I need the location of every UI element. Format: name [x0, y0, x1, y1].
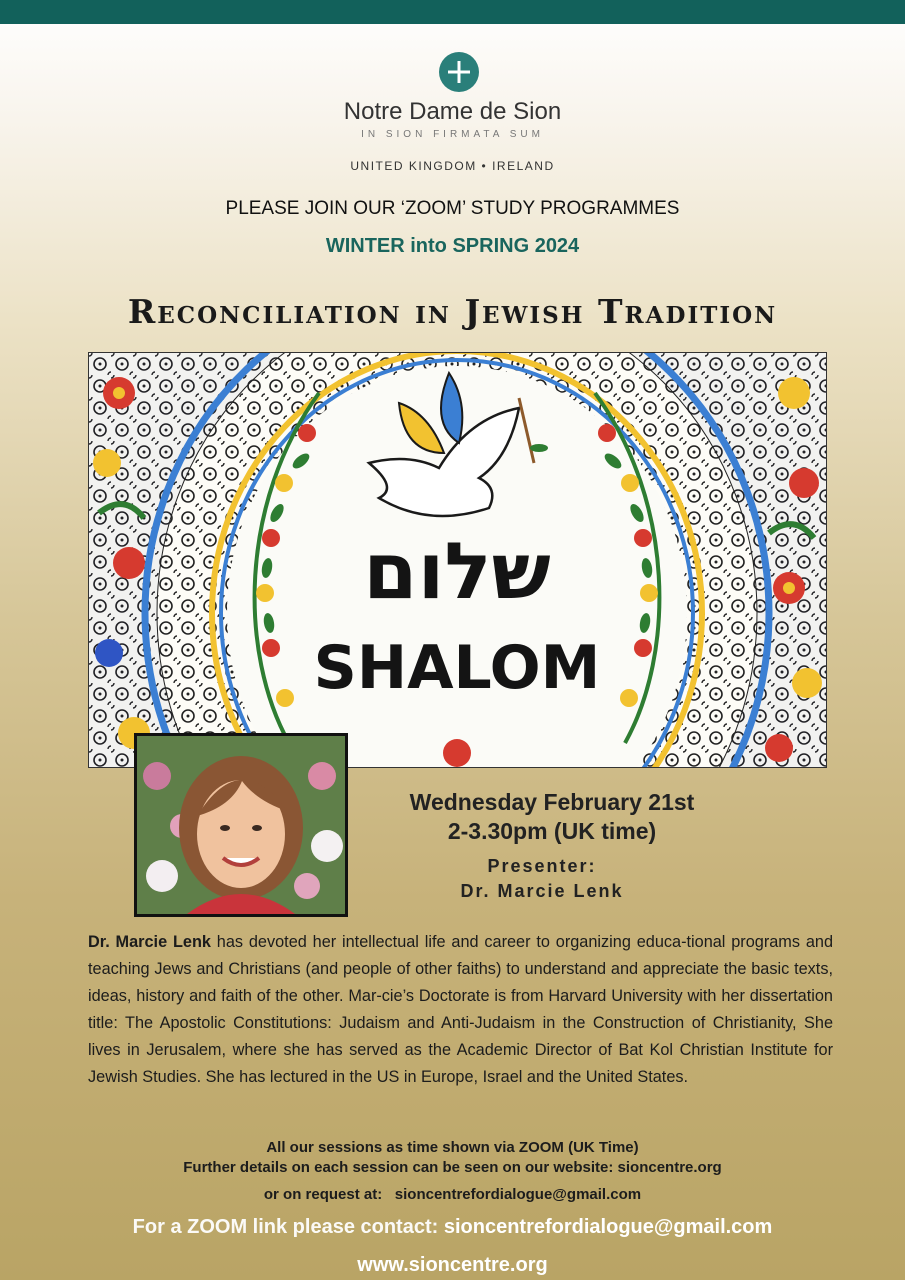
- zoom-contact-label: For a ZOOM link please contact:: [132, 1216, 439, 1238]
- event-title: Reconciliation in Jewish Tradition: [127, 292, 778, 331]
- request-note: [0, 1186, 905, 1203]
- top-bar: [0, 0, 905, 24]
- shalom-text: SHALOM: [313, 633, 601, 703]
- organization-name: Notre Dame de Sion: [343, 98, 562, 125]
- presenter-label: Presenter:: [487, 856, 597, 876]
- website-note: Further details on each session can be seen on our website: sioncentre.org: [183, 1159, 722, 1176]
- season-heading: WINTER into SPRING 2024: [325, 235, 580, 257]
- zoom-contact-email-link[interactable]: sioncentrefordialogue@gmail.com: [443, 1216, 773, 1238]
- organization-region: UNITED KINGDOM • IRELAND: [350, 159, 555, 173]
- presenter-photo: [134, 733, 348, 917]
- website-link[interactable]: www.sioncentre.org: [357, 1254, 548, 1276]
- session-time: 2-3.30pm (UK time): [447, 818, 657, 844]
- shalom-plate-image: [88, 352, 827, 768]
- hebrew-shalom-text: שלום: [363, 527, 551, 617]
- cross-icon: [439, 52, 479, 92]
- invite-heading: PLEASE JOIN OUR ‘ZOOM’ STUDY PROGRAMMES: [225, 198, 680, 219]
- request-email-link[interactable]: sioncentrefordialogue@gmail.com: [394, 1186, 642, 1203]
- presenter-name: Dr. Marcie Lenk: [460, 881, 624, 901]
- organization-motto: IN SION FIRMATA SUM: [361, 129, 544, 140]
- session-date: Wednesday February 21st: [409, 789, 695, 815]
- sessions-note: All our sessions as time shown via ZOOM (UK Time): [266, 1139, 639, 1156]
- bio-text: has devoted her intellectual life and career to organizing educa-tional programs and teaching Jews and Christians (and people of other faiths) to understand and appreciate the basic texts, ideas, history and faith of the other. Mar-cie’s Doctorate is from Harvard University with her dissertation title: The Apostolic Constitutions: Judaism and Anti-Judaism in the Construction of Christianity, She lives in Jerusalem, where she has served as the Academic Director of Bat Kol Christian Institute for Jewish Studies. She has lectured in the US in Europe, Israel and the United States.: [88, 933, 833, 1087]
- zoom-contact: [0, 1216, 905, 1239]
- request-label: or on request at:: [263, 1186, 383, 1203]
- presenter-bio: [88, 929, 833, 1092]
- bio-name: Dr. Marcie Lenk: [88, 933, 211, 951]
